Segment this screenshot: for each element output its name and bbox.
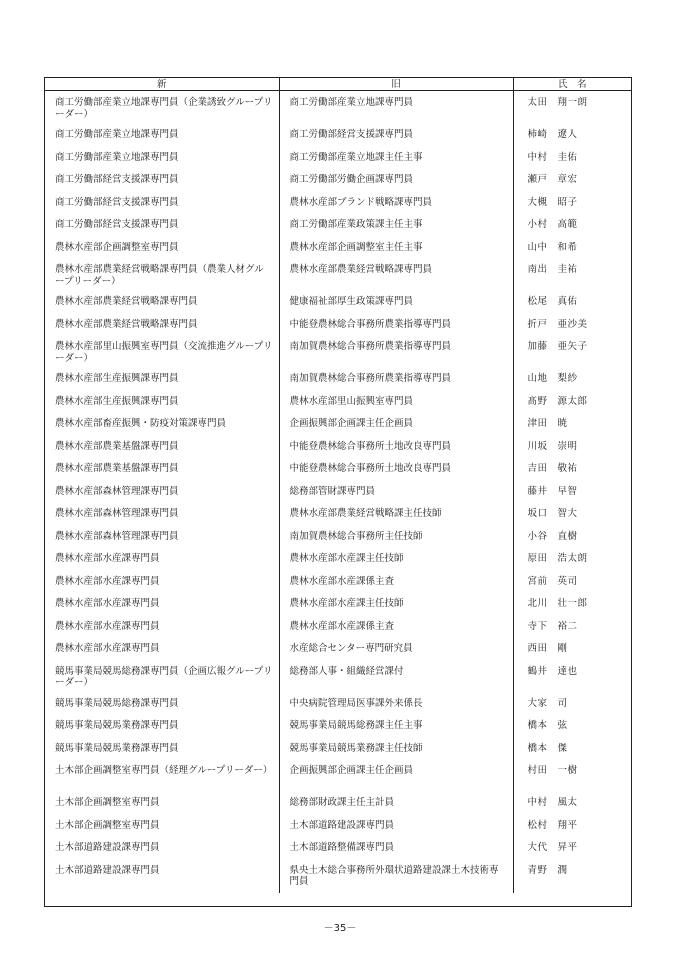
- new-position-cell: 農林水産部農業経営戦略課専門員: [55, 296, 198, 307]
- header-new-position: 新: [45, 78, 279, 91]
- table-row: [45, 594, 631, 617]
- name-cell: 小村 高範: [513, 215, 631, 238]
- table-row: [45, 662, 631, 694]
- new-position-cell: 商工労働部産業立地課専門員: [55, 151, 179, 163]
- name-cell: 吉田 敬祐: [513, 459, 631, 482]
- name-cell: 橋本 弦: [513, 716, 631, 739]
- table-row: [45, 504, 631, 527]
- new-position-cell: 農林水産部生産振興課専門員: [55, 373, 179, 384]
- name-cell: 折戸 亜沙美: [513, 315, 631, 338]
- table-row: [45, 793, 631, 816]
- old-position-cell: 土木部道路建設課専門員: [279, 816, 513, 839]
- name-cell: 橋本 傑: [513, 739, 631, 762]
- name-cell: 大代 昇平: [513, 838, 631, 861]
- table-row: [45, 369, 631, 392]
- name-cell: 西田 剛: [513, 639, 631, 662]
- old-position-cell: 総務部財政課主任主計員: [279, 793, 513, 816]
- table-row: [45, 193, 631, 216]
- new-position-cell: 農林水産部農業経営戦略課専門員: [55, 318, 198, 330]
- personnel-roster-table: [45, 78, 631, 893]
- old-position-cell: 農林水産部農業経営戦略課主任技師: [279, 504, 513, 527]
- old-position-cell: 中能登農林総合事務所土地改良専門員: [279, 437, 513, 460]
- old-position-cell: 総務部人事・組織経営課付: [279, 662, 513, 694]
- new-position-cell: 農林水産部森林管理課専門員: [55, 485, 179, 497]
- old-position-cell: 農林水産部農業経営戦略課専門員: [279, 260, 513, 292]
- table-row: [45, 617, 631, 640]
- name-cell: 川坂 崇明: [513, 437, 631, 460]
- new-position-cell: 農林水産部森林管理課専門員: [55, 508, 179, 519]
- new-position-cell: 農林水産部農業基盤課専門員: [55, 440, 179, 452]
- old-position-cell: 企画振興部企画課主任企画員: [279, 414, 513, 437]
- old-position-cell: 土木部道路整備課専門員: [279, 838, 513, 861]
- name-cell: 大槻 昭子: [513, 193, 631, 216]
- name-cell: 松尾 真佑: [513, 292, 631, 315]
- table-row: [45, 260, 631, 292]
- new-position-cell: 土木部道路建設課専門員: [55, 842, 160, 853]
- new-position-cell: 競馬事業局競馬業務課専門員: [55, 742, 179, 754]
- header-name: 氏 名: [513, 78, 631, 91]
- name-cell: 大家 司: [513, 694, 631, 717]
- table-row: [45, 816, 631, 839]
- table-row: [45, 91, 631, 126]
- old-position-cell: 商工労働部産業政策課主任主事: [279, 215, 513, 238]
- table-row: [45, 861, 631, 893]
- table-row: [45, 716, 631, 739]
- old-position-cell: 商工労働部経営支援課専門員: [279, 125, 513, 148]
- new-position-cell: 土木部道路建設課専門員: [55, 864, 160, 876]
- old-position-cell: 南加賀農林総合事務所農業指導専門員: [279, 337, 513, 369]
- name-cell: 坂口 智大: [513, 504, 631, 527]
- name-cell: 瀬戸 章宏: [513, 170, 631, 193]
- new-position-cell: 競馬事業局競馬総務課専門員: [55, 697, 179, 709]
- name-cell: 津田 暁: [513, 414, 631, 437]
- old-position-cell: 農林水産部水産課係主査: [279, 617, 513, 640]
- old-position-cell: 商工労働部労働企画課専門員: [279, 170, 513, 193]
- name-cell: 鶴井 達也: [513, 662, 631, 694]
- new-position-cell: 農林水産部水産課専門員: [55, 553, 160, 564]
- name-cell: 村田 一樹: [513, 761, 631, 793]
- name-cell: 加藤 亜矢子: [513, 337, 631, 369]
- table-row: [45, 527, 631, 550]
- old-position-cell: 県央土木総合事務所外環状道路建設課土木技術専門員: [279, 861, 513, 893]
- table-row: [45, 315, 631, 338]
- new-position-cell: 商工労働部産業立地課専門員: [55, 129, 179, 140]
- old-position-cell: 競馬事業局競馬業務課主任技師: [279, 739, 513, 762]
- new-position-cell: 競馬事業局競馬総務課専門員（企画広報グループリーダー）: [55, 665, 273, 688]
- name-cell: 松村 翔平: [513, 816, 631, 839]
- table-row: [45, 170, 631, 193]
- new-position-cell: 競馬事業局競馬業務課専門員: [55, 720, 179, 731]
- old-position-cell: 農林水産部里山振興室専門員: [279, 392, 513, 415]
- table-row: [45, 459, 631, 482]
- old-position-cell: 水産総合センター専門研究員: [279, 639, 513, 662]
- roster-page: [44, 77, 632, 907]
- new-position-cell: 土木部企画調整室専門員: [55, 797, 160, 808]
- name-cell: 寺下 裕二: [513, 617, 631, 640]
- table-row: [45, 238, 631, 261]
- header-old-position: 旧: [279, 78, 513, 91]
- table-row: [45, 639, 631, 662]
- table-row: [45, 215, 631, 238]
- old-position-cell: 商工労働部産業立地課主任主事: [279, 148, 513, 171]
- old-position-cell: 農林水産部水産課主任技師: [279, 549, 513, 572]
- table-row: [45, 292, 631, 315]
- name-cell: 中村 風太: [513, 793, 631, 816]
- new-position-cell: 土木部企画調整室専門員（経理グループリーダー）: [55, 765, 273, 776]
- new-position-cell: 農林水産部畜産振興・防疫対策課専門員: [55, 418, 227, 429]
- old-position-cell: 農林水産部水産課主任技師: [279, 594, 513, 617]
- old-position-cell: 商工労働部産業立地課専門員: [279, 91, 513, 126]
- name-cell: 中村 圭佑: [513, 148, 631, 171]
- old-position-cell: 農林水産部水産課係主査: [279, 572, 513, 595]
- name-cell: 北川 壮一郎: [513, 594, 631, 617]
- name-cell: 太田 翔一朗: [513, 91, 631, 126]
- old-position-cell: 健康福祉部厚生政策課専門員: [279, 292, 513, 315]
- new-position-cell: 商工労働部産業立地課専門員（企業誘致グループリーダー）: [55, 97, 273, 120]
- new-position-cell: 農林水産部水産課専門員: [55, 643, 160, 654]
- new-position-cell: 商工労働部経営支援課専門員: [55, 219, 179, 230]
- table-row: [45, 549, 631, 572]
- new-position-cell: 農林水産部森林管理課専門員: [55, 530, 179, 542]
- name-cell: 山中 和希: [513, 238, 631, 261]
- old-position-cell: 総務部管財課専門員: [279, 482, 513, 505]
- name-cell: 南出 圭祐: [513, 260, 631, 292]
- new-position-cell: 農林水産部農業基盤課専門員: [55, 463, 179, 474]
- old-position-cell: 農林水産部ブランド戦略課専門員: [279, 193, 513, 216]
- table-row: [45, 694, 631, 717]
- new-position-cell: 農林水産部水産課専門員: [55, 598, 160, 609]
- new-position-cell: 農林水産部農業経営戦略課専門員（農業人材グループリーダー）: [55, 264, 264, 287]
- old-position-cell: 南加賀農林総合事務所主任技師: [279, 527, 513, 550]
- new-position-cell: 土木部企画調整室専門員: [55, 819, 160, 831]
- name-cell: 柿崎 遼人: [513, 125, 631, 148]
- table-row: [45, 482, 631, 505]
- table-row: [45, 437, 631, 460]
- old-position-cell: 中能登農林総合事務所農業指導専門員: [279, 315, 513, 338]
- table-row: [45, 125, 631, 148]
- new-position-cell: 農林水産部水産課専門員: [55, 575, 160, 587]
- old-position-cell: 競馬事業局競馬総務課主任主事: [279, 716, 513, 739]
- old-position-cell: 農林水産部企画調整室主任主事: [279, 238, 513, 261]
- table-row: [45, 392, 631, 415]
- new-position-cell: 農林水産部企画調整室専門員: [55, 241, 179, 253]
- old-position-cell: 南加賀農林総合事務所農業指導専門員: [279, 369, 513, 392]
- table-row: [45, 337, 631, 369]
- table-row: [45, 739, 631, 762]
- old-position-cell: 中能登農林総合事務所土地改良専門員: [279, 459, 513, 482]
- old-position-cell: 中央病院管理局医事課外来係長: [279, 694, 513, 717]
- table-row: [45, 572, 631, 595]
- name-cell: 髙野 源太郎: [513, 392, 631, 415]
- table-row: [45, 838, 631, 861]
- old-position-cell: 企画振興部企画課主任企画員: [279, 761, 513, 793]
- table-row: [45, 761, 631, 793]
- page-number: －35－: [323, 923, 357, 934]
- name-cell: 原田 浩太朗: [513, 549, 631, 572]
- name-cell: 青野 潤: [513, 861, 631, 893]
- new-position-cell: 農林水産部里山振興室専門員（交流推進グループリーダー）: [55, 341, 273, 364]
- new-position-cell: 商工労働部経営支援課専門員: [55, 196, 179, 208]
- table-row: [45, 148, 631, 171]
- table-row: [45, 414, 631, 437]
- name-cell: 宮前 英司: [513, 572, 631, 595]
- new-position-cell: 農林水産部水産課専門員: [55, 620, 160, 632]
- new-position-cell: 商工労働部経営支援課専門員: [55, 174, 179, 185]
- new-position-cell: 農林水産部生産振興課専門員: [55, 395, 179, 407]
- name-cell: 藤井 早智: [513, 482, 631, 505]
- name-cell: 山地 梨紗: [513, 369, 631, 392]
- name-cell: 小谷 直樹: [513, 527, 631, 550]
- table-header-row: [45, 78, 631, 91]
